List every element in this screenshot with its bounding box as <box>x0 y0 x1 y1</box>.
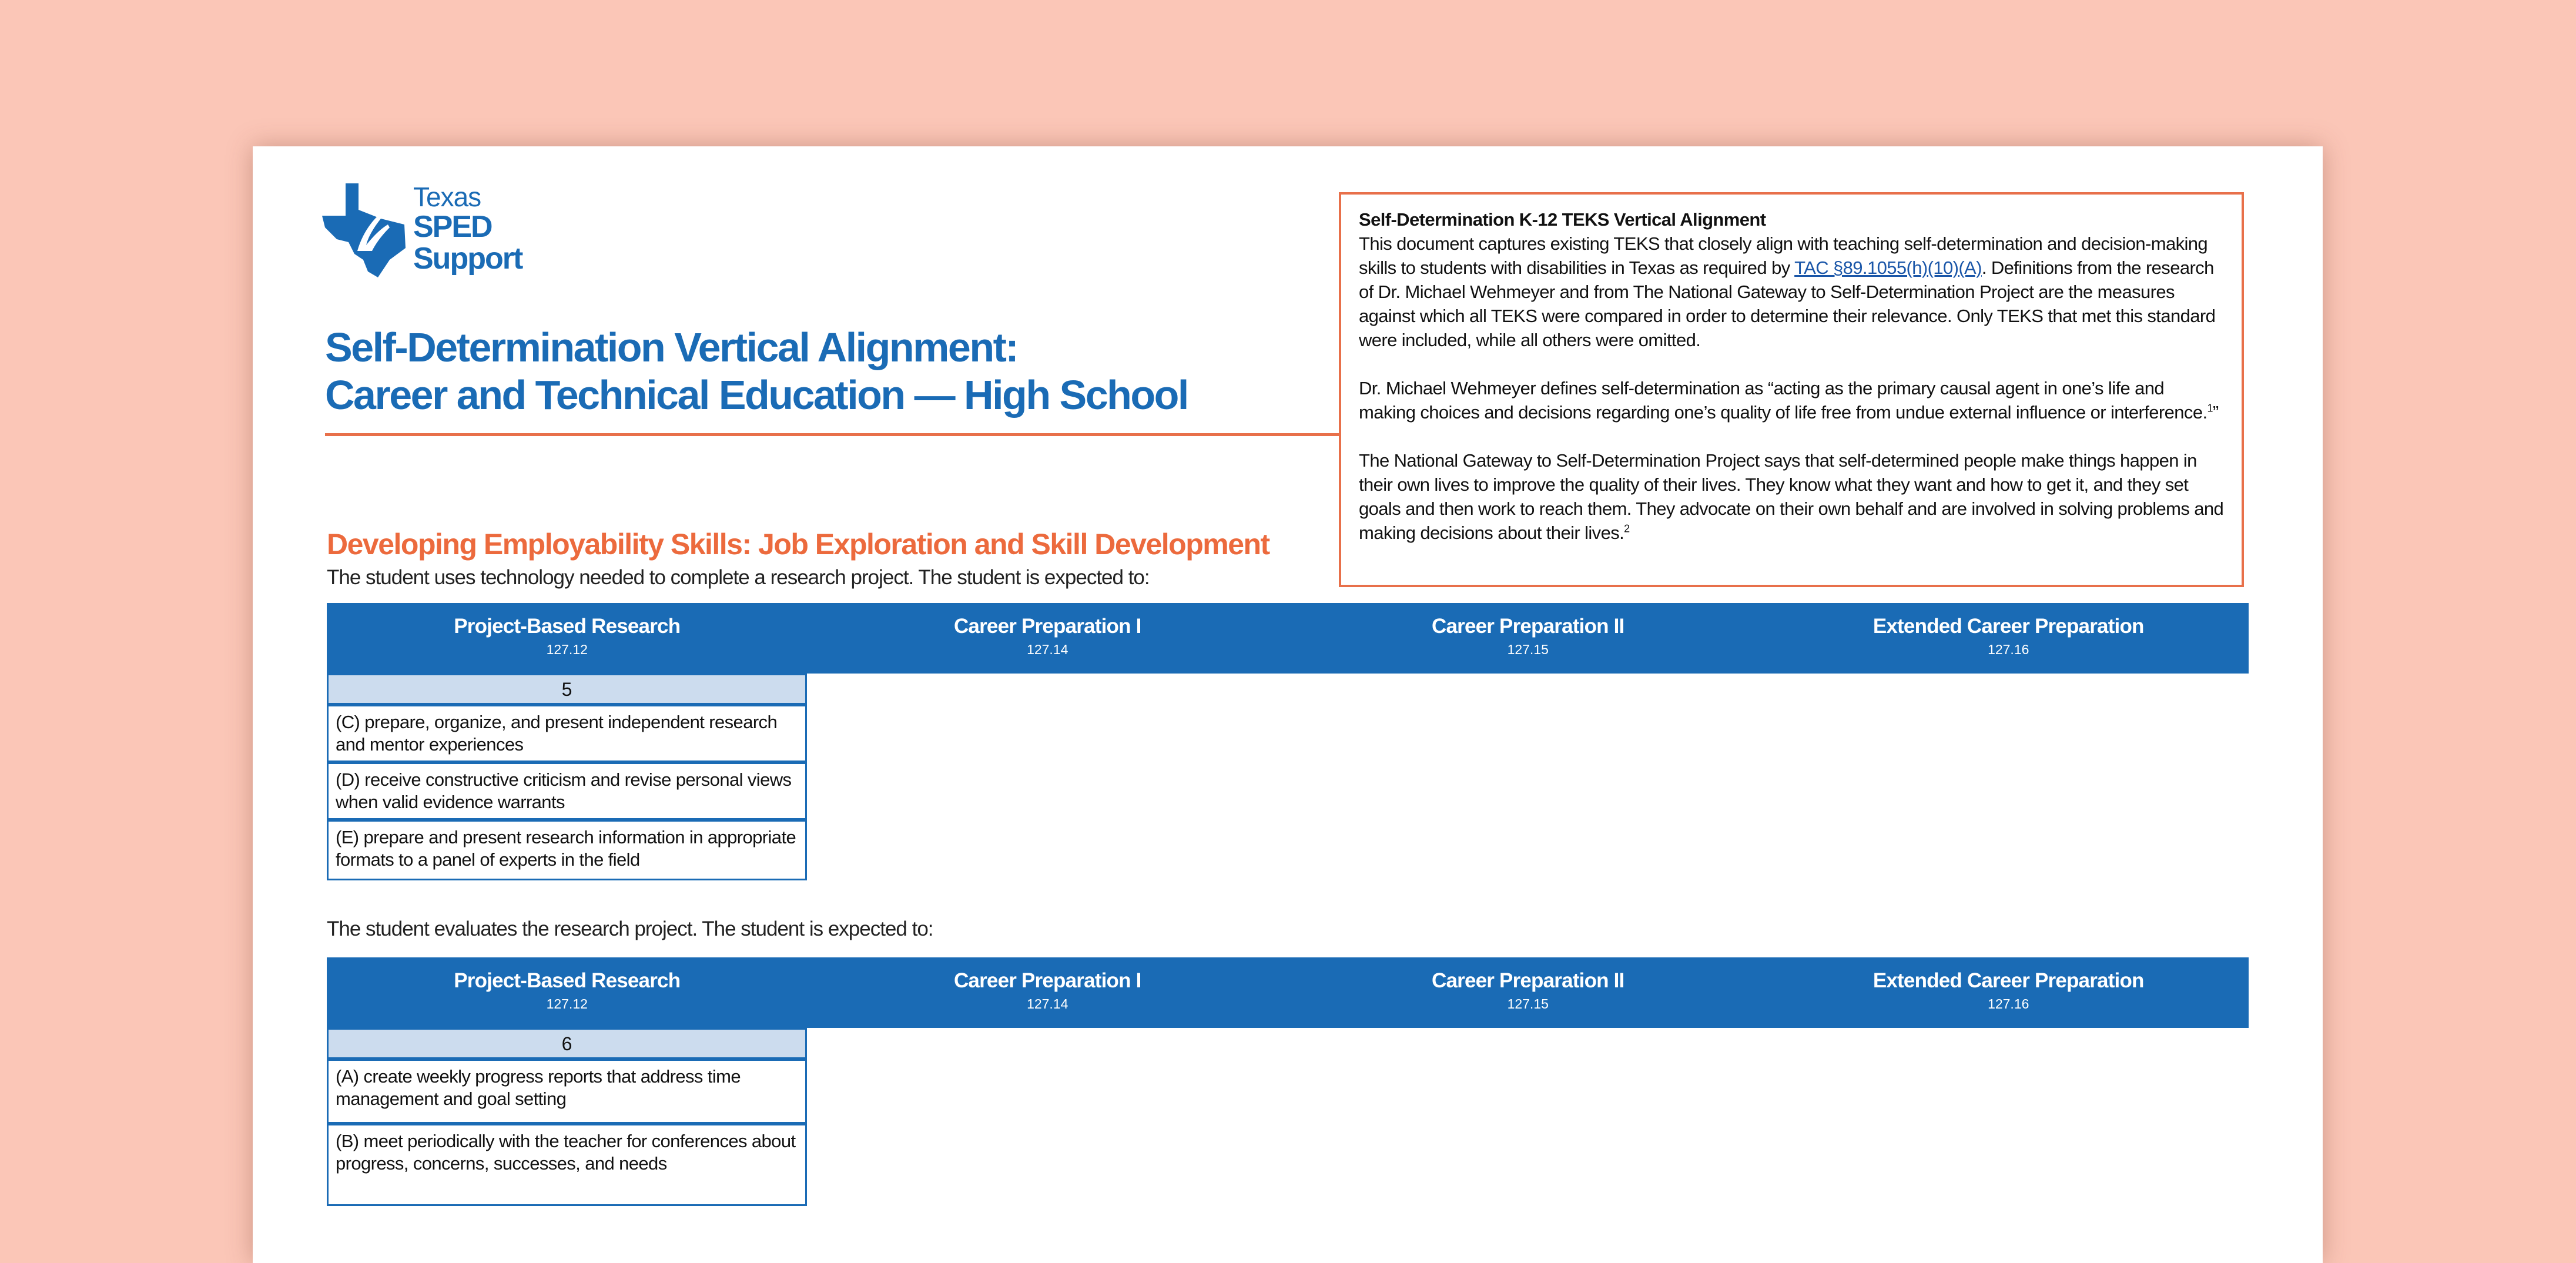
block-2-lead: The student evaluates the research project. The student is expected to: <box>327 917 933 940</box>
column-name: Career Preparation II <box>1431 615 1624 638</box>
page-title <box>325 324 1188 419</box>
column-header <box>1768 957 2249 1028</box>
column-header <box>808 603 1288 674</box>
section-heading: Developing Employability Skills: Job Exploration and Skill Development <box>327 528 1269 561</box>
column-header <box>1768 603 2249 674</box>
p1-text: This document captures existing TEKS that closely align with teaching self-determination and decision-making skills to students with disabilities in Texas as required by <box>1359 233 2208 278</box>
column-name: Career Preparation II <box>1431 969 1624 992</box>
column-header <box>1288 957 1768 1028</box>
p1-text-end: . Definitions from the research of Dr. Michael Wehmeyer and from The National Gateway to Self-Determination Project are the measures against which all TEKS were compared in order to determine their relevance. Only TEKS that met this standard were included, while all others were omitted. <box>1359 257 2216 350</box>
column-name: Extended Career Preparation <box>1872 969 2144 992</box>
logo-sped: SPED <box>413 210 492 244</box>
column-header <box>808 957 1288 1028</box>
tac-link[interactable]: TAC §89.1055(h)(10)(A) <box>1794 257 1982 278</box>
texas-map-hand-icon <box>322 183 410 277</box>
table-row: (B) meet periodically with the teacher for conferences about progress, concerns, successes, and needs <box>327 1124 807 1206</box>
column-code: 127.14 <box>1027 996 1068 1011</box>
info-box <box>1339 192 2244 587</box>
logo-texas: Texas <box>413 182 481 212</box>
column-code: 127.15 <box>1507 642 1549 657</box>
title-line-1: Self-Determination Vertical Alignment: <box>325 324 1018 370</box>
standard-number: 6 <box>327 1028 807 1059</box>
table-row: (D) receive constructive criticism and revise personal views when valid evidence warrants <box>327 762 807 820</box>
block-1-lead: The student uses technology needed to complete a research project. The student is expected to: <box>327 566 1150 589</box>
column-name: Career Preparation I <box>953 969 1141 992</box>
column-header <box>327 957 808 1028</box>
info-box-paragraph-3 <box>1359 448 2224 545</box>
table-row: (E) prepare and present research information in appropriate formats to a panel of experts in the field <box>327 820 807 880</box>
footnote-ref-1: 1 <box>2207 402 2213 414</box>
column-code: 127.14 <box>1027 642 1068 657</box>
standard-number: 5 <box>327 674 807 705</box>
column-header <box>327 603 808 674</box>
column-header <box>1288 603 1768 674</box>
column-name: Project-Based Research <box>454 615 681 638</box>
column-code: 127.16 <box>1988 642 2029 657</box>
info-box-paragraph-1 <box>1359 232 2224 352</box>
info-box-heading: Self-Determination K-12 TEKS Vertical Alignment <box>1359 209 1766 230</box>
column-code: 127.12 <box>546 996 588 1011</box>
column-name: Extended Career Preparation <box>1872 615 2144 638</box>
table-row: (A) create weekly progress reports that address time management and goal setting <box>327 1059 807 1124</box>
table-1-header <box>327 603 2249 674</box>
footnote-ref-2: 2 <box>1624 522 1630 535</box>
logo-support: Support <box>413 242 522 276</box>
column-code: 127.16 <box>1988 996 2029 1011</box>
column-name: Project-Based Research <box>454 969 681 992</box>
document-page <box>253 146 2323 1263</box>
column-name: Career Preparation I <box>953 615 1141 638</box>
table-2-header <box>327 957 2249 1028</box>
table-row: (C) prepare, organize, and present independent research and mentor experiences <box>327 705 807 762</box>
info-box-paragraph-2 <box>1359 376 2224 424</box>
title-line-2: Career and Technical Education — High School <box>325 372 1188 418</box>
title-divider <box>325 433 1340 436</box>
column-code: 127.15 <box>1507 996 1549 1011</box>
p2-quote-end: ” <box>2212 402 2219 423</box>
p2-text: Dr. Michael Wehmeyer defines self-determination as “acting as the primary causal agent in one’s life and making choices and decisions regarding one’s quality of life free from undue external influence or interference. <box>1359 378 2207 423</box>
column-code: 127.12 <box>546 642 588 657</box>
p3-text: The National Gateway to Self-Determination Project says that self-determined people make things happen in their own lives to improve the quality of their lives. They know what they want and how to get it, and they set goals and then work to reach them. They advocate on their own behalf and are involved in solving problems and making decisions about their lives. <box>1359 450 2224 543</box>
texas-sped-support-logo <box>322 183 557 277</box>
